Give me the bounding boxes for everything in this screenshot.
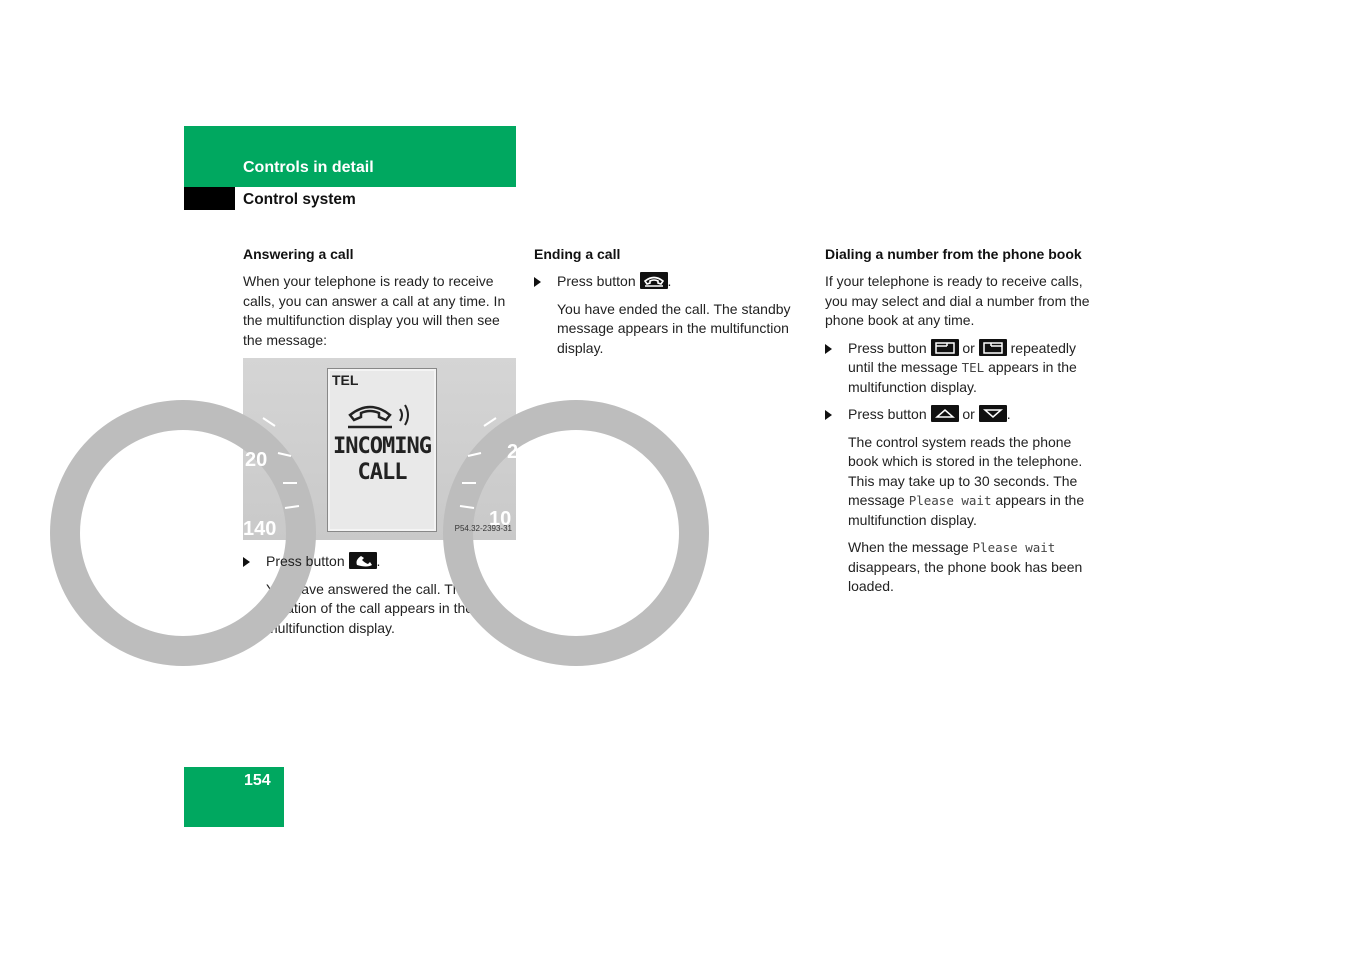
- image-reference: P54.32-2393-31: [454, 523, 512, 533]
- multifunction-display: [327, 368, 437, 532]
- end-step: [534, 272, 804, 292]
- subsection-title: Control system: [243, 191, 356, 208]
- dial-step-1: [825, 339, 1100, 398]
- scroll-up-button-icon: [931, 405, 959, 422]
- phone-pickup-button-icon: [349, 552, 377, 569]
- answering-intro: When your telephone is ready to receive calls, you can answer a call at any time. In the multifunction display you will then see the message:: [243, 273, 506, 348]
- gauge-number: 10: [489, 508, 512, 530]
- step-text: Press button: [848, 406, 927, 422]
- display-message-code: Please wait: [908, 493, 992, 508]
- gauge-number: 2: [507, 441, 519, 463]
- ending-heading: Ending a call: [534, 246, 621, 262]
- page-number: 154: [244, 772, 271, 789]
- dial-step-2: [825, 405, 1100, 425]
- step-text: Press button: [266, 553, 345, 569]
- bullet-arrow-icon: [825, 410, 832, 420]
- header-marker: [184, 187, 235, 210]
- phone-hangup-button-icon: [640, 272, 668, 289]
- step-text: appears in the multifunction display.: [848, 359, 1077, 395]
- display-tel-label: TEL: [332, 372, 359, 388]
- step-end: .: [667, 273, 672, 289]
- step-text: repeatedly until the message: [848, 339, 1077, 375]
- dialing-heading: Dialing a number from the phone book: [825, 246, 1082, 262]
- display-message-code: TEL: [961, 360, 985, 375]
- scroll-down-button-icon: [979, 405, 1007, 422]
- gauge-number: 140: [243, 518, 277, 540]
- column-answering: [243, 244, 519, 646]
- para-text: When the message: [848, 539, 969, 555]
- column-ending: [534, 244, 804, 366]
- dialing-para-2: [825, 538, 1100, 597]
- display-forward-button-icon: [931, 339, 959, 356]
- answer-step: [243, 552, 516, 572]
- display-message-code: Please wait: [972, 540, 1056, 555]
- step-text: Press button: [848, 339, 927, 356]
- answering-heading: Answering a call: [243, 246, 354, 262]
- para-text: appears in the multifunction display.: [848, 492, 1085, 528]
- bullet-arrow-icon: [534, 277, 541, 287]
- column-dialing: [825, 244, 1100, 605]
- header-band: [184, 126, 516, 187]
- dialing-intro: If your telephone is ready to receive calls, you may select and dial a number from the phone book at any time.: [825, 273, 1090, 328]
- answer-result: You have answered the call. The duration of the call appears in the multifunction display.: [266, 580, 474, 636]
- incoming-phone-icon: [344, 399, 424, 433]
- bullet-arrow-icon: [243, 557, 250, 567]
- step-text: or: [962, 406, 975, 422]
- display-line-1: INCOMING: [333, 434, 431, 459]
- step-end: .: [376, 553, 381, 569]
- end-result: You have ended the call. The standby message appears in the multifunction display.: [557, 300, 791, 356]
- dialing-para-1: [825, 433, 1100, 531]
- display-line-2: CALL: [357, 460, 407, 485]
- step-end: .: [1006, 406, 1011, 422]
- gauge-number: 20: [245, 449, 268, 471]
- section-title: Controls in detail: [243, 159, 374, 176]
- display-back-button-icon: [979, 339, 1007, 356]
- para-text: disappears, the phone book has been loaded.: [848, 558, 1083, 594]
- para-text: The control system reads the phone book which is stored in the telephone. This may take up to 30 seconds. The message: [848, 433, 1083, 508]
- bullet-arrow-icon: [825, 344, 832, 354]
- instrument-cluster-image: [243, 358, 519, 540]
- step-text: Press button: [557, 273, 636, 289]
- step-text: or: [962, 339, 975, 356]
